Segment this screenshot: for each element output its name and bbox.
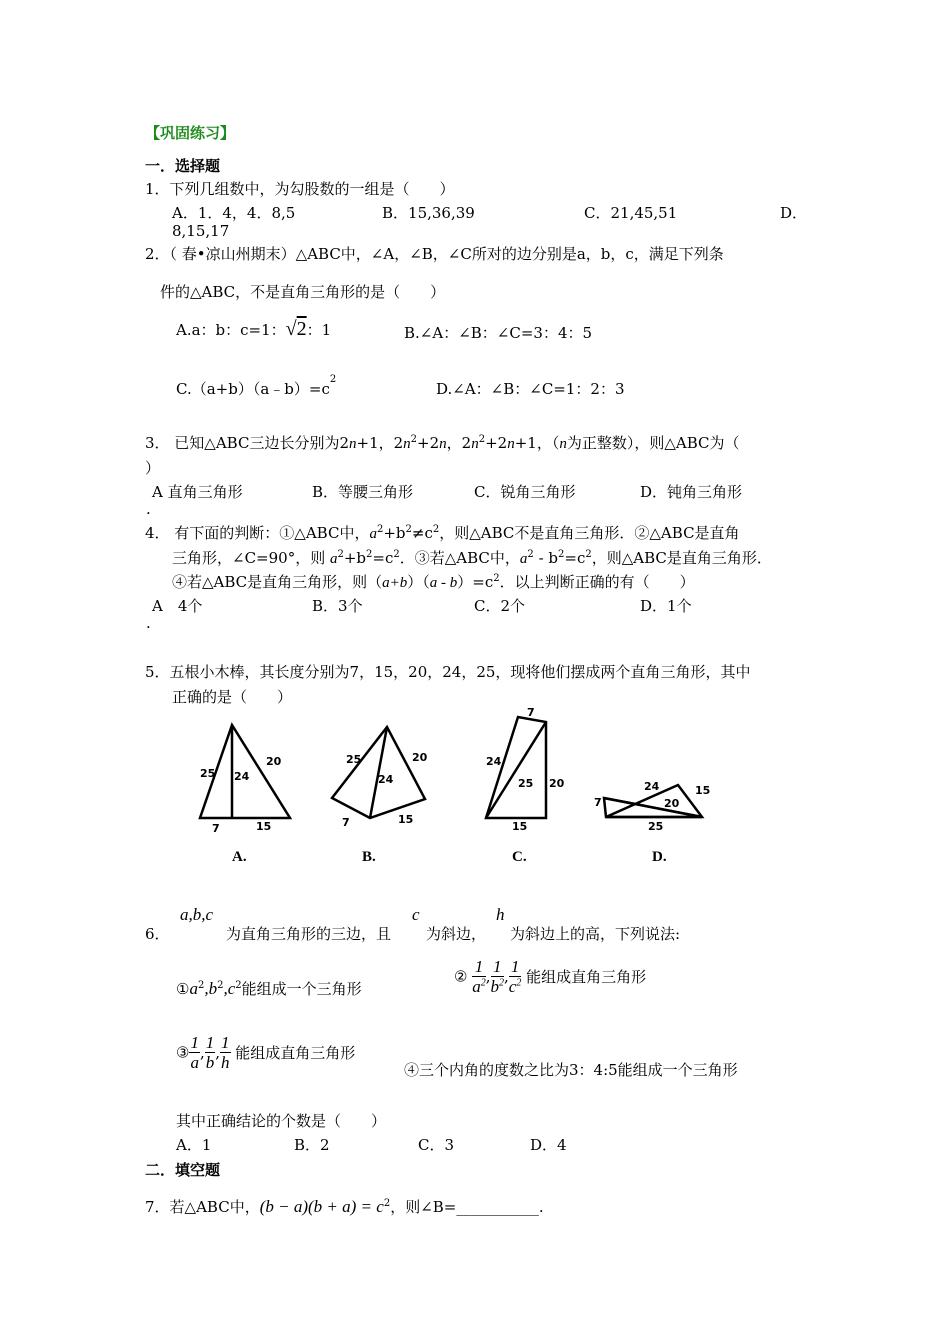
q6-c: c <box>412 905 420 924</box>
q5-figures <box>190 705 730 870</box>
fig-b-num-1: 25 <box>346 753 362 766</box>
q1-option-c: C．21,45,51 <box>584 204 678 222</box>
fig-d-num-1: 24 <box>644 780 660 793</box>
q4-line1: 4． 有下面的判断：①△ABC中，$a^2+b^2\ne c^2$，则△ABC不是直角三角形．②△ABC是直角 <box>145 524 740 542</box>
q6-choice-c: C．3 <box>418 1136 455 1154</box>
fig-c-num-3: 25 <box>518 777 534 790</box>
part1-heading: 一．选择题 <box>145 157 221 175</box>
q2-option-a: A.a：b：c=1：√2：1 <box>176 318 332 340</box>
q3-option-c: C．锐角三角形 <box>474 483 576 501</box>
q3-option-a: A 直角三角形 <box>152 483 243 501</box>
fig-d-label: D. <box>652 849 667 865</box>
q4-option-c: C．2个 <box>474 597 526 615</box>
fig-c-num-5: 15 <box>512 820 528 833</box>
fig-d-num-5: 25 <box>648 820 664 833</box>
q6-text1: 为直角三角形的三边，且 <box>226 925 392 943</box>
q6-h: h <box>496 905 505 924</box>
q3-option-d: D．钝角三角形 <box>640 483 743 501</box>
q5-stem-line2: 正确的是（ ） <box>172 688 293 706</box>
q6-ask: 其中正确结论的个数是（ ） <box>176 1112 387 1130</box>
fig-d-num-3: 7 <box>594 796 602 809</box>
q6-num: 6． <box>145 925 170 943</box>
fig-a-num-1: 25 <box>200 767 216 780</box>
q5-stem-line1: 5．五根小木棒，其长度分别为7，15，20，24，25，现将他们摆成两个直角三角形，其中 <box>145 663 751 681</box>
q4-option-b: B．3个 <box>312 597 363 615</box>
fig-c-label: C. <box>512 849 527 865</box>
part2-heading: 二．填空题 <box>145 1161 221 1179</box>
q6-choice-b: B．2 <box>294 1136 330 1154</box>
q6-option-1: $①a^2,b^2,c^2$能组成一个三角形 <box>176 979 362 998</box>
q1-stem: 1．下列几组数中，为勾股数的一组是（ ） <box>145 180 455 198</box>
q7: 7．若△ABC中，$(b - a)(b + a) = c^2$，则∠B=___________. <box>145 1197 544 1216</box>
q4-dot: . <box>146 614 151 632</box>
q2-stem-line2: 件的△ABC，不是直角三角形的是（ ） <box>160 283 446 301</box>
fig-d-num-4: 20 <box>664 797 680 810</box>
q1-option-a: A．1．4，4．8,5 <box>172 204 296 222</box>
figure-d <box>594 780 710 865</box>
q4-option-a: A 4个 <box>152 597 203 615</box>
fig-a-num-3: 20 <box>266 755 282 768</box>
fig-a-num-5: 15 <box>256 820 272 833</box>
fig-a-num-4: 7 <box>212 822 220 835</box>
q6-text2: 为斜边， <box>426 925 487 943</box>
figure-a <box>200 725 290 865</box>
fig-c-num-2: 24 <box>486 755 502 768</box>
q6-text3: 为斜边上的高，下列说法: <box>510 925 681 943</box>
q6-choice-d: D．4 <box>530 1136 567 1154</box>
q2-option-c: $C.(a+b)(a﹣b)=c^2$ <box>176 374 337 398</box>
q3-dot: . <box>146 500 151 518</box>
fig-d-num-2: 15 <box>695 784 711 797</box>
fig-c-num-4: 20 <box>549 777 565 790</box>
q2-option-b: B.∠A：∠B：∠C=3：4：5 <box>404 324 593 342</box>
section-title: 【巩固练习】 <box>145 124 236 142</box>
q6-option-4: ④三个内角的度数之比为3：4:5能组成一个三角形 <box>404 1061 738 1079</box>
q3-stem-line1: 3． 已知△ABC三边长分别为2n+1，$2n^2+2n$，$2n^2+2n+1$，（n为正整数），则△ABC为（ <box>145 434 740 452</box>
q1-option-d-label: D． <box>780 204 808 222</box>
q6-option-3: ③ $\frac{1}{a}$ , $\frac{1}{b}$ , $\frac{1}{h}$ 能组成直角三角形 <box>176 1033 356 1072</box>
q6-abc: a,b,c <box>180 905 214 924</box>
q4-line2: 三角形，∠C=90°，则 $a^2+b^2=c^2$．③若△ABC中，$a^2 - b^2=c^2$，则△ABC是直角三角形． <box>172 549 772 567</box>
figure-b <box>332 727 428 865</box>
q3-stem-line2: ） <box>145 459 161 477</box>
q6-option-2: ② $\frac{1}{a^2}$ , $\frac{1}{b^2}$ , $\frac{1}{c^2}$ 能组成直角三角形 <box>454 957 647 996</box>
q2-stem-line1: 2．（ 春•凉山州期末）△ABC中，∠A，∠B，∠C所对的边分别是a，b，c，满足下列条 <box>145 245 724 263</box>
q2-option-d: D.∠A：∠B：∠C=1：2：3 <box>436 380 625 398</box>
fig-b-num-5: 15 <box>398 813 414 826</box>
q4-option-d: D．1个 <box>640 597 692 615</box>
fig-c-num-1: 7 <box>527 706 535 719</box>
q1-option-d-value: 8,15,17 <box>172 222 230 240</box>
fig-a-num-2: 24 <box>234 770 250 783</box>
q6-choice-a: A．1 <box>176 1136 212 1154</box>
fig-b-num-2: 24 <box>378 773 394 786</box>
fig-b-num-3: 20 <box>412 751 428 764</box>
q4-line3: ④若△ABC是直角三角形，则$(a+b)(a - b)=c^2$．以上判断正确的有（ ） <box>172 573 695 591</box>
q1-option-b: B．15,36,39 <box>382 204 475 222</box>
fig-a-label: A. <box>232 849 247 865</box>
fig-b-num-4: 7 <box>342 816 350 829</box>
fig-b-label: B. <box>362 849 376 865</box>
q3-option-b: B．等腰三角形 <box>312 483 414 501</box>
figure-c <box>486 706 565 865</box>
